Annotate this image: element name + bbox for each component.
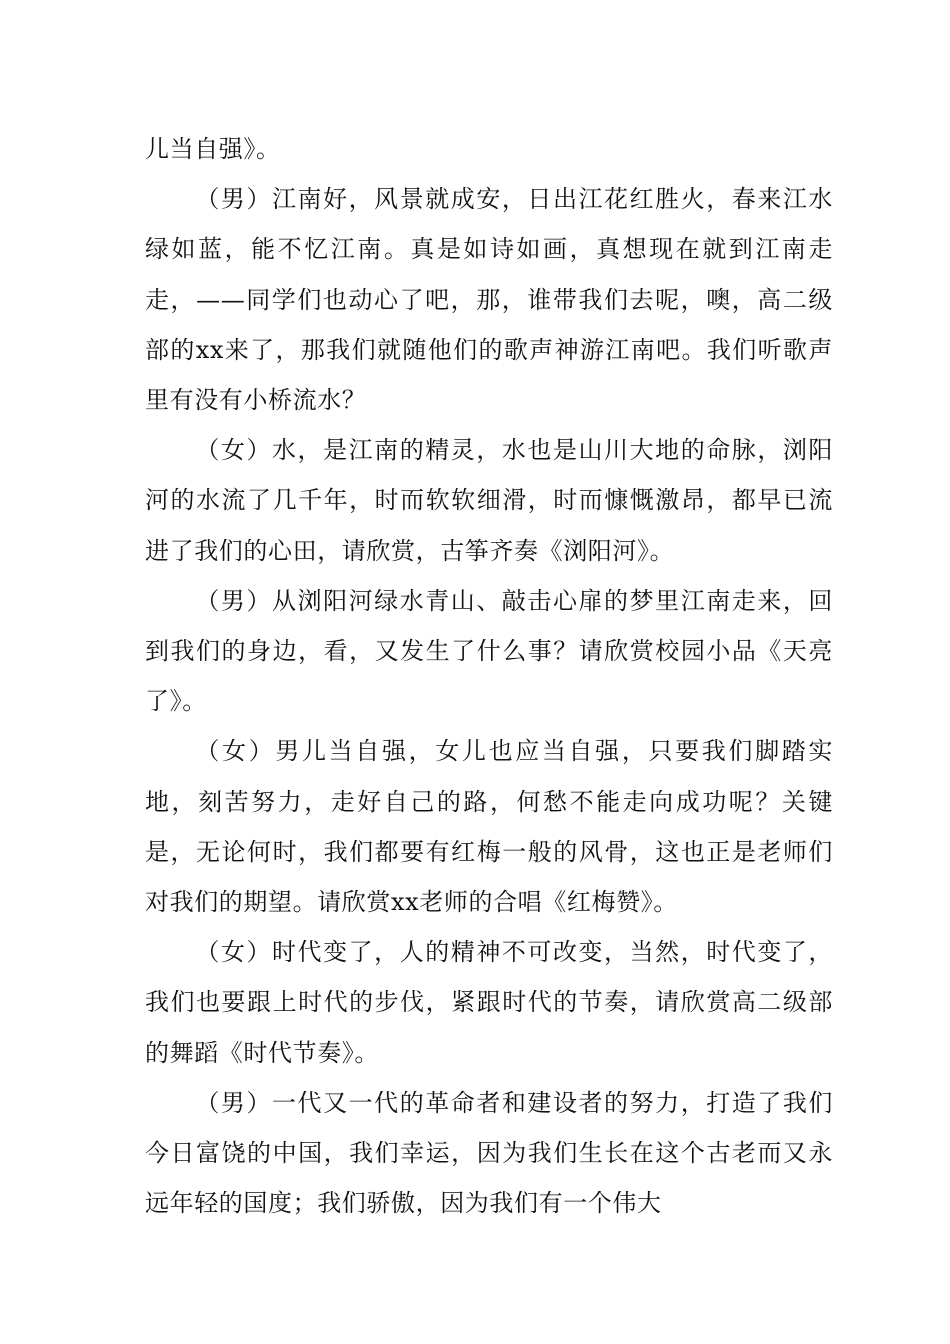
paragraph-skit: （男）从浏阳河绿水青山、敲击心扉的梦里江南走来，回到我们的身边，看，又发生了什么事？请欣赏校园小品《天亮了》。 bbox=[145, 586, 833, 716]
paragraph-generations: （男）一代又一代的革命者和建设者的努力，打造了我们今日富饶的中国，我们幸运，因为我们生长在这个古老而又永远年轻的国度；我们骄傲，因为我们有一个伟大 bbox=[145, 1088, 833, 1218]
document-body bbox=[145, 124, 833, 1228]
paragraph-jiangnan: （男）江南好，风景就成安，日出江花红胜火，春来江水绿如蓝，能不忆江南。真是如诗如画，真想现在就到江南走走，——同学们也动心了吧，那，谁带我们去呢，噢，高二级部的xx来了，那我们就随他们的歌声神游江南吧。我们听歌声里有没有小桥流水？ bbox=[145, 185, 833, 415]
paragraph-era-rhythm: （女）时代变了，人的精神不可改变，当然，时代变了，我们也要跟上时代的步伐，紧跟时代的节奏，请欣赏高二级部的舞蹈《时代节奏》。 bbox=[145, 938, 833, 1067]
paragraph-continued: 儿当自强》。 bbox=[145, 135, 281, 163]
paragraph-liuyang-river: （女）水，是江南的精灵，水也是山川大地的命脉，浏阳河的水流了几千年，时而软软细滑，时而慷慨激昂，都早已流进了我们的心田，请欣赏，古筝齐奏《浏阳河》。 bbox=[145, 436, 833, 565]
paragraph-red-plum: （女）男儿当自强，女儿也应当自强，只要我们脚踏实地，刻苦努力，走好自己的路，何愁不能走向成功呢？关键是，无论何时，我们都要有红梅一般的风骨，这也正是老师们对我们的期望。请欣赏xx老师的合唱《红梅赞》。 bbox=[145, 737, 833, 917]
